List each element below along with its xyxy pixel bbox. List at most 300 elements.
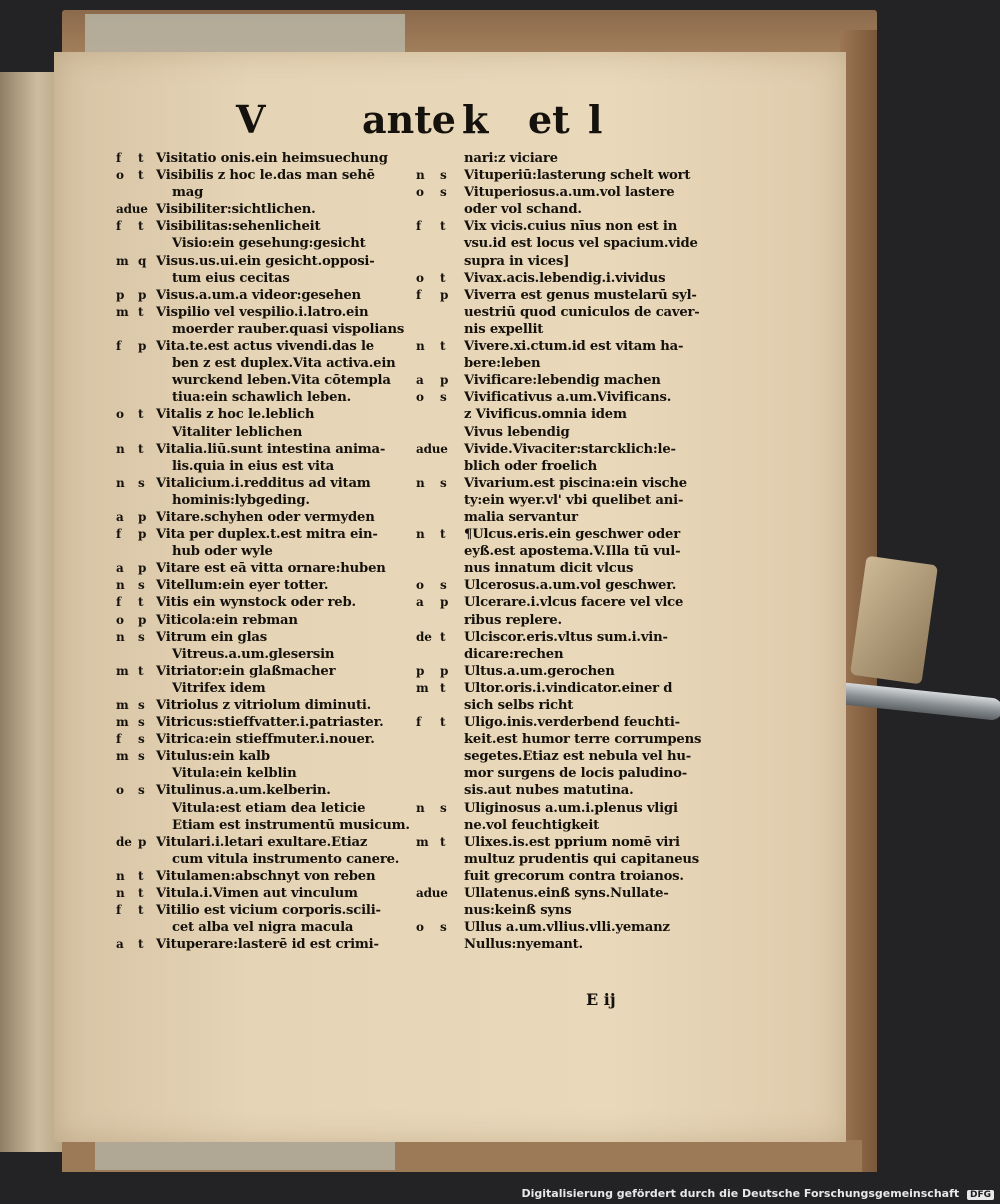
- dictionary-entry: [416, 424, 716, 441]
- grammar-class: m: [116, 698, 129, 712]
- grammar-type: t: [138, 168, 144, 183]
- grammar-class: o: [416, 578, 424, 593]
- dictionary-entry: [416, 338, 716, 355]
- entry-text: Vitulamen:abschnyt von reben: [156, 868, 376, 884]
- grammar-class: o: [416, 390, 424, 405]
- dictionary-entry: [116, 919, 446, 936]
- entry-text: Vitilio est vicium corporis.scili-: [156, 903, 381, 919]
- dictionary-entry: [416, 560, 716, 577]
- entry-text: Vitula.i.Vimen aut vinculum: [156, 886, 358, 902]
- entry-continuation: Nullus:nyemant.: [464, 937, 583, 953]
- dictionary-entry: [116, 560, 446, 577]
- entry-text: Ulciscor.eris.vltus sum.i.vin-: [464, 629, 668, 645]
- dictionary-entry: [116, 509, 446, 526]
- grammar-type: t: [138, 151, 144, 165]
- left-column: [116, 150, 446, 953]
- entry-continuation: ribus replere.: [464, 612, 562, 628]
- grammar-type: s: [440, 920, 447, 935]
- entry-text: Vitulinus.a.um.kelberin.: [156, 783, 331, 799]
- dictionary-entry: [416, 851, 716, 868]
- entry-continuation: sis.aut nubes matutina.: [464, 783, 634, 799]
- dictionary-entry: [416, 321, 716, 338]
- grammar-type: t: [138, 441, 144, 456]
- dictionary-entry: [116, 372, 446, 389]
- dictionary-entry: [116, 441, 446, 458]
- dictionary-entry: [416, 646, 716, 663]
- dictionary-entry: [416, 184, 716, 201]
- entry-continuation: Visio:ein gesehung:gesicht: [172, 236, 366, 252]
- entry-continuation: supra in vices]: [464, 253, 570, 269]
- running-header: [236, 96, 616, 146]
- entry-text: Vivere.xi.ctum.id est vitam ha-: [464, 339, 684, 355]
- grammar-class: o: [116, 783, 124, 798]
- dictionary-entry: [116, 680, 446, 697]
- entry-text: Vitare.schyhen oder vermyden: [156, 509, 375, 525]
- dictionary-entry: [116, 782, 446, 799]
- grammar-type: s: [138, 783, 145, 798]
- grammar-type: p: [440, 595, 449, 610]
- grammar-class: f: [116, 151, 121, 165]
- dictionary-entry: [416, 800, 716, 817]
- dictionary-entry: [416, 235, 716, 252]
- grammar-class: f: [116, 903, 121, 918]
- grammar-code: [116, 406, 156, 423]
- grammar-code: [116, 782, 156, 799]
- dictionary-entry: [116, 321, 446, 338]
- dictionary-entry: [416, 902, 716, 919]
- grammar-code: [416, 389, 464, 406]
- grammar-code: [116, 697, 156, 714]
- entry-text: Vitriator:ein glaßmacher: [156, 663, 336, 679]
- grammar-code: [416, 167, 464, 184]
- grammar-code: [416, 475, 464, 492]
- dictionary-entry: [416, 287, 716, 304]
- dictionary-entry: [416, 663, 716, 680]
- grammar-code: [416, 594, 464, 611]
- entry-continuation: ben z est duplex.Vita activa.ein: [172, 356, 396, 372]
- grammar-code: [116, 218, 156, 235]
- grammar-code: [416, 663, 464, 680]
- grammar-code: [116, 304, 156, 321]
- dictionary-entry: [416, 201, 716, 218]
- dictionary-entry: [116, 458, 446, 475]
- entry-continuation: dicare:rechen: [464, 646, 564, 662]
- entry-continuation: multuz prudentis qui capitaneus: [464, 851, 700, 867]
- dictionary-entry: [416, 782, 716, 799]
- dictionary-entry: [416, 270, 716, 287]
- grammar-type: s: [138, 749, 145, 764]
- dictionary-entry: [416, 612, 716, 629]
- grammar-code: [116, 475, 156, 492]
- entry-continuation: uestriū quod cuniculos de caver-: [464, 304, 700, 320]
- dictionary-entry: [116, 201, 446, 218]
- dictionary-entry: [416, 817, 716, 834]
- entry-text: Vitricus:stieffvatter.i.patriaster.: [156, 715, 384, 731]
- grammar-type: t: [138, 903, 144, 918]
- entry-text: Vitrum ein glas: [156, 629, 267, 645]
- grammar-type: p: [138, 561, 147, 576]
- grammar-code: [416, 287, 464, 304]
- grammar-class: f: [416, 219, 421, 234]
- grammar-code: [416, 885, 464, 902]
- dictionary-entry: [116, 543, 446, 560]
- entry-continuation: moerder rauber.quasi vispolians: [172, 321, 405, 337]
- dictionary-entry: [416, 936, 716, 953]
- grammar-type: p: [440, 663, 449, 678]
- grammar-type: t: [138, 407, 144, 422]
- header-word-et: et: [528, 97, 570, 142]
- grammar-code: [416, 800, 464, 817]
- entry-continuation: fuit grecorum contra troianos.: [464, 868, 684, 884]
- grammar-type: p: [138, 287, 147, 302]
- grammar-code: [116, 441, 156, 458]
- grammar-type: s: [440, 390, 447, 405]
- grammar-code: [416, 629, 464, 646]
- dictionary-entry: [116, 731, 446, 748]
- entry-continuation: vsu.id est locus vel spacium.vide: [464, 236, 698, 252]
- grammar-type: q: [138, 253, 147, 268]
- dictionary-entry: [416, 167, 716, 184]
- entry-text: Visibiliter:sichtlichen.: [156, 202, 316, 218]
- dictionary-entry: [416, 885, 716, 902]
- entry-continuation: malia servantur: [464, 509, 578, 525]
- grammar-class: a: [416, 595, 424, 610]
- entry-continuation: segetes.Etiaz est nebula vel hu-: [464, 749, 692, 765]
- grammar-type: t: [440, 715, 446, 730]
- dictionary-entry: [116, 475, 446, 492]
- entry-text: Vivarium.est piscina:ein vische: [464, 475, 687, 491]
- grammar-type: s: [440, 185, 447, 200]
- entry-text: Vivide.Vivaciter:starcklich:le-: [464, 441, 676, 457]
- entry-text: Vivificare:lebendig machen: [464, 373, 661, 389]
- entry-text: Vituperare:lasterē id est crimi-: [156, 937, 379, 953]
- entry-text: Uliginosus a.um.i.plenus vligi: [464, 800, 678, 816]
- entry-text: Ulixes.is.est pprium nomē viri: [464, 834, 680, 850]
- entry-text: Vita per duplex.t.est mitra ein-: [156, 527, 378, 543]
- grammar-type: s: [440, 168, 447, 183]
- grammar-code: [116, 663, 156, 680]
- grammar-class: de: [116, 834, 132, 849]
- dictionary-entry: [116, 389, 446, 406]
- grammar-type: s: [138, 629, 145, 644]
- entry-text: Vituperiosus.a.um.vol lastere: [464, 185, 675, 201]
- grammar-type: t: [440, 270, 446, 285]
- grammar-type: p: [138, 509, 147, 524]
- entry-continuation: Vitrifex idem: [172, 680, 266, 696]
- grammar-code: [116, 509, 156, 526]
- grammar-code: [416, 714, 464, 731]
- entry-text: Viticola:ein rebman: [156, 612, 298, 628]
- grammar-type: t: [138, 868, 144, 883]
- entry-continuation: tum eius cecitas: [172, 270, 290, 286]
- entry-text: Viverra est genus mustelarū syl-: [464, 287, 697, 303]
- grammar-code: [416, 680, 464, 697]
- grammar-class: n: [116, 886, 125, 901]
- dictionary-entry: [116, 594, 446, 611]
- grammar-class: m: [416, 680, 429, 695]
- grammar-code: [116, 577, 156, 594]
- grammar-code: [116, 902, 156, 919]
- entry-text: Visibilis z hoc le.das man sehē: [156, 168, 375, 184]
- grammar-class: p: [416, 663, 425, 678]
- grammar-code: [416, 919, 464, 936]
- dictionary-entry: [116, 150, 446, 167]
- grammar-class: n: [416, 800, 425, 815]
- dictionary-entry: [116, 218, 446, 235]
- grammar-code: [416, 270, 464, 287]
- grammar-type: t: [138, 304, 144, 319]
- entry-continuation: Vitaliter leblichen: [172, 424, 303, 440]
- header-word-ante: ante: [362, 97, 456, 142]
- grammar-code: [116, 936, 156, 953]
- entry-text: Visibilitas:sehenlicheit: [156, 219, 321, 235]
- dictionary-entry: [116, 235, 446, 252]
- right-column: [416, 150, 716, 953]
- entry-text: Ulcerosus.a.um.vol geschwer.: [464, 578, 677, 594]
- grammar-class: a: [416, 373, 424, 388]
- dictionary-entry: [116, 270, 446, 287]
- grammar-class: m: [116, 663, 129, 678]
- header-letter-k: k: [462, 97, 489, 142]
- grammar-class: o: [116, 168, 124, 183]
- grammar-type: t: [138, 937, 144, 952]
- grammar-code: [116, 167, 156, 184]
- dictionary-entry: [116, 800, 446, 817]
- dictionary-entry: [416, 765, 716, 782]
- grammar-class: f: [116, 339, 121, 354]
- entry-text: Vix vicis.cuius nīus non est in: [464, 219, 678, 235]
- grammar-class: n: [116, 441, 125, 456]
- dictionary-entry: [116, 902, 446, 919]
- header-letter: V: [236, 97, 266, 142]
- grammar-type: s: [440, 475, 447, 490]
- dictionary-entry: [416, 919, 716, 936]
- dictionary-entry: [416, 731, 716, 748]
- dictionary-entry: [416, 543, 716, 560]
- grammar-class: o: [416, 920, 424, 935]
- grammar-code: [116, 834, 156, 851]
- grammar-type: t: [138, 595, 144, 610]
- grammar-class: m: [116, 715, 129, 730]
- grammar-code: [116, 560, 156, 577]
- dictionary-entry: [116, 424, 446, 441]
- grammar-class: adue: [416, 441, 448, 456]
- grammar-code: [116, 201, 156, 218]
- grammar-code: [116, 885, 156, 902]
- dictionary-entry: [416, 680, 716, 697]
- dictionary-entry: [116, 184, 446, 201]
- grammar-class: o: [416, 270, 424, 285]
- grammar-class: m: [116, 304, 129, 319]
- grammar-class: n: [416, 339, 425, 354]
- dictionary-entry: [416, 509, 716, 526]
- entry-continuation: keit.est humor terre corrumpens: [464, 732, 702, 748]
- grammar-type: t: [440, 339, 446, 354]
- dictionary-entry: [416, 218, 716, 235]
- dfg-logo: DFG: [967, 1190, 994, 1200]
- grammar-code: [416, 184, 464, 201]
- dictionary-entry: [116, 885, 446, 902]
- entry-text: Vita.te.est actus vivendi.das le: [156, 339, 374, 355]
- entry-text: Vitellum:ein eyer totter.: [156, 578, 329, 594]
- entry-text: Vitalis z hoc le.leblich: [156, 407, 315, 423]
- dictionary-entry: [116, 253, 446, 270]
- dictionary-entry: [416, 594, 716, 611]
- grammar-class: f: [116, 595, 121, 610]
- grammar-code: [116, 714, 156, 731]
- grammar-class: f: [116, 219, 121, 234]
- grammar-class: o: [416, 185, 424, 200]
- grammar-class: f: [116, 527, 121, 542]
- dictionary-entry: [116, 646, 446, 663]
- entry-continuation: Vivus lebendig: [464, 424, 570, 440]
- entry-text: Vitalicium.i.redditus ad vitam: [156, 475, 371, 491]
- footer-text: Digitalisierung gefördert durch die Deutsche Forschungsgemeinschaft: [521, 1187, 960, 1200]
- grammar-code: [416, 834, 464, 851]
- dictionary-entry: [116, 868, 446, 885]
- grammar-code: [116, 868, 156, 885]
- entry-continuation: mag: [172, 185, 204, 201]
- grammar-code: [416, 577, 464, 594]
- dictionary-entry: [416, 697, 716, 714]
- entry-continuation: eyß.est apostema.V.Illa tū vul-: [464, 544, 681, 560]
- grammar-class: de: [416, 629, 432, 644]
- dictionary-entry: [416, 748, 716, 765]
- grammar-class: m: [116, 749, 129, 764]
- grammar-class: a: [116, 509, 124, 524]
- grammar-code: [416, 218, 464, 235]
- entry-continuation: nis expellit: [464, 321, 544, 337]
- grammar-type: t: [440, 527, 446, 542]
- dictionary-entry: [416, 304, 716, 321]
- dictionary-entry: [116, 748, 446, 765]
- grammar-type: t: [440, 680, 446, 695]
- grammar-code: [116, 629, 156, 646]
- grammar-class: o: [116, 407, 124, 422]
- grammar-code: [116, 612, 156, 629]
- grammar-type: s: [440, 800, 447, 815]
- grammar-type: p: [138, 339, 147, 354]
- grammar-class: m: [116, 253, 129, 268]
- grammar-class: m: [416, 834, 429, 849]
- grammar-code: [116, 526, 156, 543]
- dictionary-entry: [116, 663, 446, 680]
- entry-continuation: hub oder wyle: [172, 544, 273, 560]
- grammar-code: [116, 287, 156, 304]
- entry-continuation: blich oder froelich: [464, 458, 598, 474]
- grammar-class: n: [416, 475, 425, 490]
- grammar-type: s: [138, 715, 145, 730]
- dictionary-entry: [116, 851, 446, 868]
- dictionary-entry: [116, 338, 446, 355]
- entry-text: Visus.us.ui.ein gesicht.opposi-: [156, 253, 375, 269]
- dictionary-entry: [116, 936, 446, 953]
- entry-continuation: nus:keinß syns: [464, 903, 572, 919]
- dictionary-entry: [416, 526, 716, 543]
- grammar-code: [416, 338, 464, 355]
- dictionary-entry: [116, 765, 446, 782]
- dictionary-entry: [116, 526, 446, 543]
- header-letter-l: l: [588, 97, 603, 142]
- dictionary-entry: [416, 441, 716, 458]
- entry-text: Vitare est eā vitta ornare:huben: [156, 561, 386, 577]
- entry-continuation: lis.quia in eius est vita: [172, 458, 334, 474]
- dictionary-entry: [116, 697, 446, 714]
- dictionary-entry: [116, 612, 446, 629]
- grammar-code: [116, 731, 156, 748]
- entry-continuation: cet alba vel nigra macula: [172, 920, 354, 936]
- grammar-type: t: [440, 834, 446, 849]
- grammar-class: p: [116, 287, 125, 302]
- dictionary-entry: [116, 629, 446, 646]
- entry-continuation: nari:z viciare: [464, 151, 558, 166]
- dictionary-entry: [116, 834, 446, 851]
- entry-text: Vitriolus z vitriolum diminuti.: [156, 698, 372, 713]
- grammar-type: t: [440, 219, 446, 234]
- grammar-code: [416, 526, 464, 543]
- entry-text: Vitulari.i.letari exultare.Etiaz: [156, 834, 368, 850]
- dictionary-entry: [116, 304, 446, 321]
- dictionary-entry: [116, 492, 446, 509]
- dictionary-entry: [416, 355, 716, 372]
- entry-continuation: ty:ein wyer.vl' vbi quelibet ani-: [464, 492, 684, 508]
- grammar-class: n: [116, 475, 125, 490]
- dictionary-entry: [416, 475, 716, 492]
- grammar-class: adue: [116, 202, 148, 217]
- grammar-type: s: [138, 732, 145, 747]
- grammar-type: t: [138, 886, 144, 901]
- grammar-type: p: [138, 527, 147, 542]
- entry-text: Vitis ein wynstock oder reb.: [156, 595, 356, 611]
- entry-text: Ultus.a.um.gerochen: [464, 663, 615, 679]
- grammar-type: p: [440, 373, 449, 388]
- dictionary-entry: [416, 372, 716, 389]
- grammar-class: n: [416, 527, 425, 542]
- grammar-type: s: [138, 698, 145, 712]
- grammar-type: s: [138, 578, 145, 593]
- entry-continuation: tiua:ein schawlich leben.: [172, 390, 352, 406]
- entry-text: Ulcerare.i.vlcus facere vel vlce: [464, 595, 684, 611]
- dictionary-entry: [416, 253, 716, 270]
- signature-mark: E ij: [586, 990, 616, 1009]
- entry-text: Uligo.inis.verderbend feuchti-: [464, 715, 680, 731]
- dictionary-entry: [116, 167, 446, 184]
- dictionary-entry: [116, 714, 446, 731]
- grammar-class: o: [116, 612, 124, 627]
- grammar-class: a: [116, 937, 124, 952]
- grammar-type: s: [440, 578, 447, 593]
- entry-continuation: Vitula:est etiam dea leticie: [172, 800, 366, 816]
- dictionary-entry: [416, 406, 716, 423]
- grammar-code: [116, 594, 156, 611]
- dictionary-entry: [416, 389, 716, 406]
- grammar-type: p: [138, 612, 147, 627]
- grammar-type: p: [138, 834, 147, 849]
- entry-continuation: Vitula:ein kelblin: [172, 766, 297, 782]
- dictionary-entry: [416, 629, 716, 646]
- grammar-class: a: [116, 561, 124, 576]
- grammar-code: [116, 748, 156, 765]
- entry-continuation: oder vol schand.: [464, 202, 582, 218]
- grammar-class: n: [116, 578, 125, 593]
- entry-text: Vitulus:ein kalb: [156, 749, 270, 765]
- entry-continuation: cum vitula instrumento canere.: [172, 851, 400, 867]
- grammar-class: n: [116, 868, 125, 883]
- entry-text: Vitrica:ein stieffmuter.i.nouer.: [156, 732, 375, 748]
- grammar-class: f: [416, 287, 421, 302]
- entry-continuation: mor surgens de locis paludino-: [464, 766, 687, 782]
- entry-continuation: sich selbs richt: [464, 698, 574, 713]
